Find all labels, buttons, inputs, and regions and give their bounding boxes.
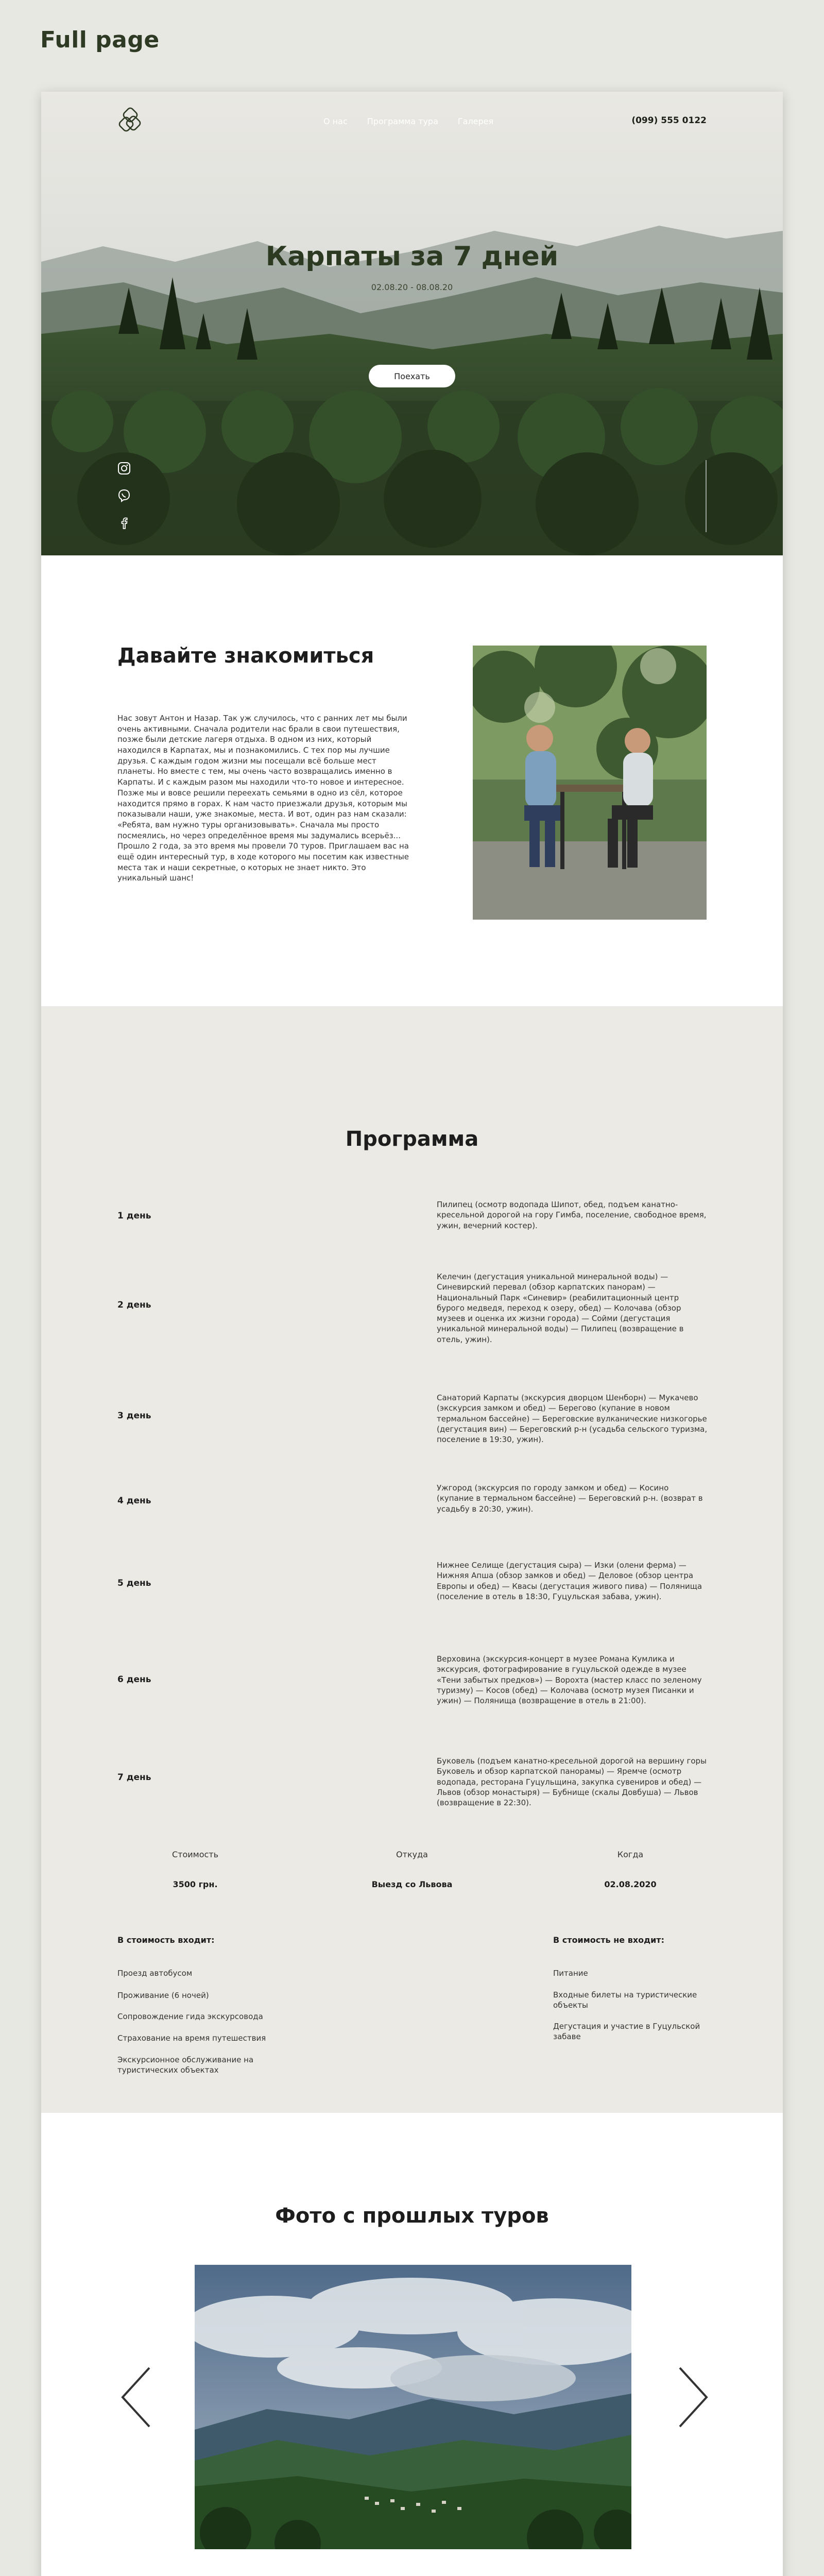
not-included-item: Входные билеты на туристические объекты [553,1990,697,2010]
not-included-item: Питание [553,1969,588,1978]
cost-value: 3500 грн. [173,1879,218,1889]
viber-icon[interactable] [117,489,131,505]
logo-icon[interactable] [117,107,146,136]
day-text: Ужгород (экскурсия по городу замком и обед) — Косино (купание в термальном бассейне) — Береговский р-н. (возврат в усадьбу в 20:30, ужин). [437,1483,703,1514]
hero-social-links [117,462,131,532]
nav-item-about[interactable]: О нас [323,116,348,126]
from-value: Выезд со Львова [371,1879,453,1889]
included-title: В стоимость входит: [117,1935,215,1945]
day-label: 1 день [117,1211,151,1221]
hero-section [41,92,783,555]
day-label: 7 день [117,1772,151,1783]
day-label: 3 день [117,1411,151,1421]
hero-dates: 02.08.20 - 08.08.20 [371,282,453,292]
day-label: 2 день [117,1300,151,1310]
day-text: Буковель (подъем канатно-кресельной дорогой на вершину горы Буковель и обзор карпатской панорамы) — Яремче (осмотр водопада, ресторана Гуцульщина, закупка сувениров и обед) — Львов (обзор монастыря) — Бубнище (скалы Довбуша) — Львов (возвращение в 22:30). [437,1756,707,1807]
day-text: Пилипец (осмотр водопада Шипот, обед, подъем канатно-кресельной дорогой на гору Гимба, поселение, свободное время, ужин, вечерний костер). [437,1200,707,1230]
gallery-title: Фото с прошлых туров [275,2204,549,2228]
not-included-title: В стоимость не входит: [553,1935,664,1945]
day-label: 6 день [117,1674,151,1685]
about-photo [473,646,707,920]
about-text: Нас зовут Антон и Назар. Так уж случилось, что с ранних лет мы были очень активными. Сначала родители нас брали в свои путешествия, позже были детские лагеря отдыха. В одном из них, который находился в Карпатах, мы и познакомились. С тех пор мы лучшие друзья. С каждым годом жизни мы посещали всё больше мест планеты. Но вместе с тем, мы очень часто возвращались именно в Карпаты. И с каждым разом мы находили что-то новое и интересное. Позже мы и вовсе решили переехать семьями в одно из сёл, которое находится прямо в горах. К нам часто приезжали друзья, которым мы показывали наши, уже знакомые, места. И вот, один раз нам сказали: «Ребята, вам нужно туры организовывать». Сначала мы просто посмеялись, но через определённое время мы задумались всерьёз... Прошло 2 года, за это время мы провели 70 туров. Приглашаем вас на ещё один интересный тур, в ходе которого мы посетим как известные места так и наши секретные, о которых не знает никто. Это уникальный шанс! [117,714,409,883]
header-phone[interactable]: (099) 555 0122 [631,115,707,126]
from-label: Откуда [396,1850,428,1859]
day-text: Верховина (экскурсия-концерт в музее Романа Кумлика и экскурсия, фотографирование в гуцульской одежде в музее «Тени забытых предков») — Ворохта (мастер класс по зеленому туризму) — Косов (обед) — Колочава (осмотр музея Писанки и ужин) — Полянища (возвращение в отель в 21:00). [437,1654,702,1705]
go-button[interactable]: Поехать [369,365,455,387]
gallery-main-photo [195,2265,631,2549]
main-nav [323,116,493,126]
day-text: Келечин (дегустация уникальной минеральной воды) — Синевирский перевал (обзор карпатских панорам) — Национальный Парк «Синевир» (реабилитационный центр бурого медведя, переход к озеру, обед) — Колочава (обзор музеев и оценка их жизни города) — Сойми (дегустация уникальной минеральной воды) — Пилипец (возвращение в отель, ужин). [437,1272,684,1344]
program-section [41,1006,783,2113]
included-item: Проезд автобусом [117,1969,193,1978]
when-label: Когда [617,1850,644,1859]
day-text: Нижнее Селище (дегустация сыра) — Изки (олени ферма) — Нижняя Апша (обзор замков и обед) — Деловое (обзор центра Европы и обед) — Квасы (дегустация живого пива) — Полянища (поселение в отель в 18:30, Гуцульская забава, ужин). [437,1561,702,1601]
gallery-next-button[interactable] [676,2364,712,2431]
facebook-icon[interactable] [117,516,131,532]
hero-title: Карпаты за 7 дней [265,241,559,272]
hero-background-image [41,92,783,555]
about-title: Давайте знакомиться [117,644,374,668]
not-included-item: Дегустация и участие в Гуцульской забаве [553,2022,700,2042]
included-item: Экскурсионное обслуживание на туристических объектах [117,2055,254,2075]
day-label: 4 день [117,1496,151,1506]
when-value: 02.08.2020 [604,1879,657,1889]
included-item: Сопровождение гида экскурсовода [117,2012,263,2021]
included-item: Страхование на время путешествия [117,2033,266,2043]
day-text: Санаторий Карпаты (экскурсия дворцом Шенборн) — Мукачево (экскурсия замком и обед) — Берегово (купание в новом термальном бассейне) — Береговские вулканические низкогорье (дегустация вин) — Береговский р-н (усадьба сельского туризма, поселение в 19:30, ужин). [437,1393,708,1444]
instagram-icon[interactable] [117,462,131,478]
nav-item-gallery[interactable]: Галерея [457,116,494,126]
nav-item-program[interactable]: Программа тура [367,116,438,126]
page-label: Full page [40,27,160,53]
cost-label: Стоимость [171,1850,219,1859]
landing-page-frame [41,92,783,2576]
included-item: Проживание (6 ночей) [117,1991,209,2000]
scroll-indicator [706,460,707,532]
gallery-prev-button[interactable] [117,2364,153,2431]
day-label: 5 день [117,1578,151,1588]
program-title: Программа [345,1127,479,1151]
